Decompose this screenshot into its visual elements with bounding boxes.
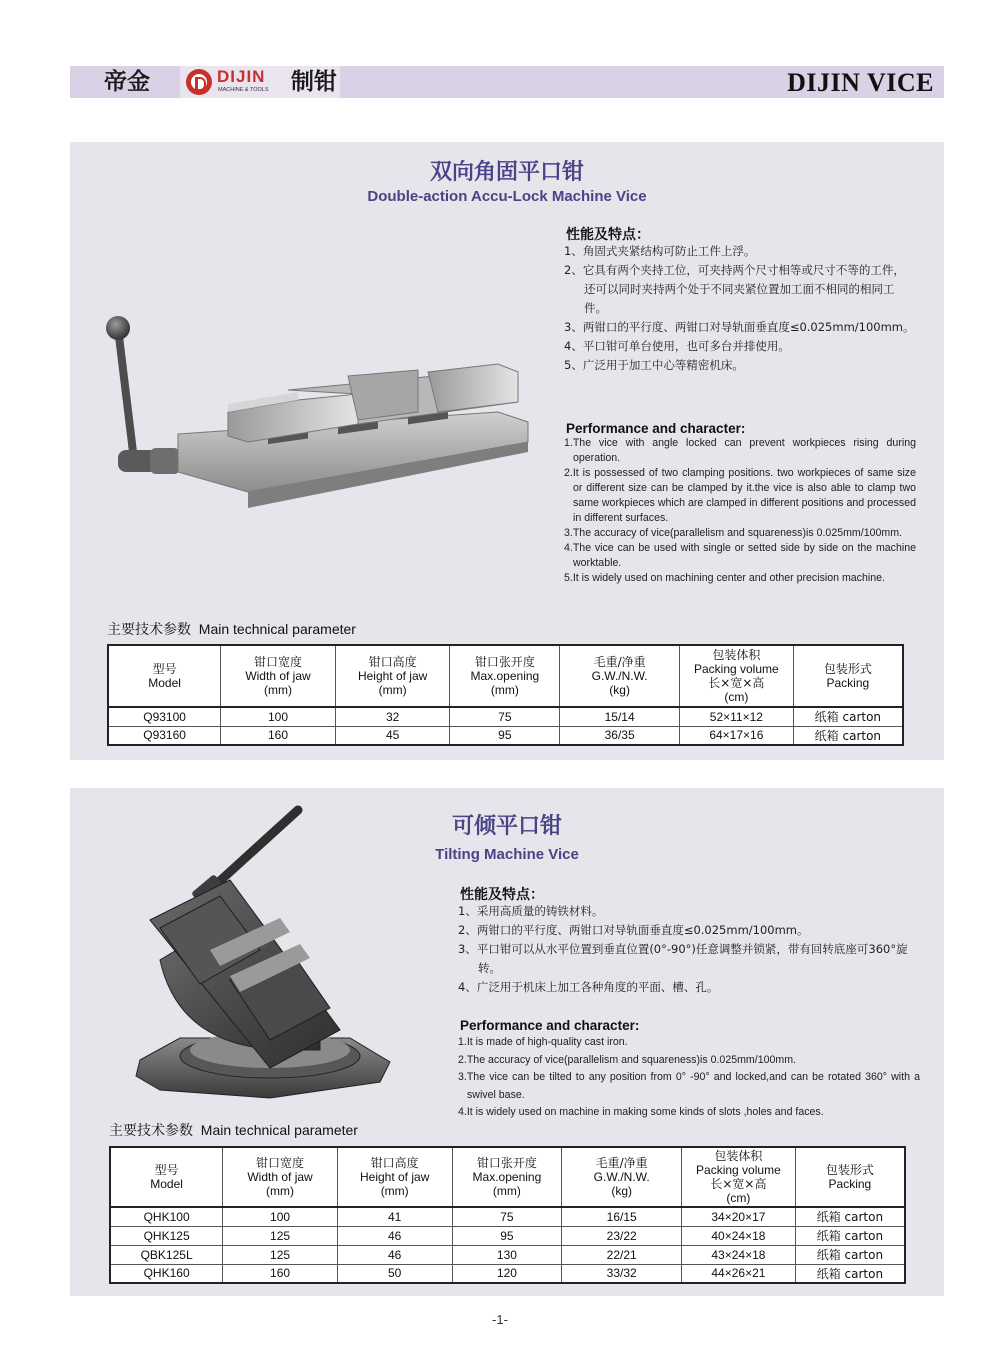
param-label [109,1120,358,1140]
cell-packing: 纸箱 carton [795,1207,905,1226]
param-label-en: Main technical parameter [200,1122,358,1138]
cell-height: 50 [337,1264,452,1283]
feature-cn-item: 3、平口钳可以从水平位置到垂直位置(0°-90°)任意调整并锁紧，带有回转底座可360°旋转。 [458,942,908,975]
col-header-weight: 毛重/净重 G.W./N.W. (kg) [560,645,680,707]
cell-width: 125 [223,1245,338,1264]
cell-model: QBK125L [110,1245,223,1264]
feature-en-item: 2.It is possessed of two clamping positions. two workpieces of same size or different size can be clamped by it.the vice is also able to clamp two same workpieces which are clamped in different positions and processed in different surfaces. [564,467,916,524]
cell-height: 32 [335,707,450,726]
cell-opening: 95 [450,726,560,745]
features-cn-heading: 性能及特点： [566,227,650,243]
product-title-en: Double-action Accu-Lock Machine Vice [367,188,647,205]
cell-width: 160 [223,1264,338,1283]
spec-table [109,1146,906,1284]
cell-model: Q93160 [108,726,221,745]
feature-en-item: 2.The accuracy of vice(parallelism and squareness)is 0.025mm/100mm. [458,1053,796,1066]
cell-opening: 95 [452,1226,562,1245]
feature-cn-item: 1、角固式夹紧结构可防止工件上浮。 [564,244,756,258]
features-cn-list [458,902,920,997]
param-label [107,619,356,639]
table-row [110,1226,905,1245]
col-header-volume: 包装体积 Packing volume 长×宽×高 (cm) [682,1147,796,1207]
cell-height: 46 [337,1226,452,1245]
col-header-height: 钳口高度 Height of jaw (mm) [335,645,450,707]
cell-weight: 36/35 [560,726,680,745]
feature-en-item: 5.It is widely used on machining center and other precision machine. [564,572,885,584]
feature-cn-item: 4、广泛用于机床上加工各种角度的平面、槽、孔。 [458,980,719,994]
feature-cn-item: 1、采用高质量的铸铁材料。 [458,904,604,918]
table-row [110,1245,905,1264]
table-row [108,707,903,726]
cell-width: 160 [221,726,336,745]
table-row [110,1207,905,1226]
product-title-cn: 双向角固平口钳 [429,160,584,185]
feature-en-item: 4.It is widely used on machine in making some kinds of slots ,holes and faces. [458,1106,824,1118]
features-en-list [458,1034,920,1122]
feature-cn-item: 3、两钳口的平行度、两钳口对导轨面垂直度≤0.025mm/100mm。 [564,320,915,334]
features-cn-list [564,242,916,375]
features-en-heading: Performance and character: [460,1018,640,1033]
double-action-vice-image [98,312,538,512]
cell-volume: 40×24×18 [682,1226,796,1245]
feature-cn-item: 2、它具有两个夹持工位，可夹持两个尺寸相等或尺寸不等的工件，还可以同时夹持两个处于不同夹紧位置加工面不相同的相同工件。 [564,263,905,315]
cell-weight: 22/21 [562,1245,682,1264]
feature-en-item: 4.The vice can be used with single or setted side by side on the machine worktable. [564,542,916,569]
cell-weight: 33/32 [562,1264,682,1283]
col-header-volume: 包装体积 Packing volume 长×宽×高 (cm) [679,645,793,707]
cell-model: QHK125 [110,1226,223,1245]
feature-cn-item: 2、两钳口的平行度、两钳口对导轨面垂直度≤0.025mm/100mm。 [458,923,809,937]
col-header-model: 型号 Model [110,1147,223,1207]
cell-model: Q93100 [108,707,221,726]
cell-packing: 纸箱 carton [793,726,903,745]
cell-packing: 纸箱 carton [795,1264,905,1283]
cell-weight: 15/14 [560,707,680,726]
col-header-width: 钳口宽度 Width of jaw (mm) [223,1147,338,1207]
logo-name: DIJIN [217,67,266,86]
col-header-height: 钳口高度 Height of jaw (mm) [337,1147,452,1207]
table-row [108,726,903,745]
cell-opening: 130 [452,1245,562,1264]
feature-en-item: 1.The vice with angle locked can prevent workpieces rising during operation. [564,437,916,464]
cell-packing: 纸箱 carton [795,1245,905,1264]
feature-cn-item: 4、平口钳可单台使用，也可多台并排使用。 [564,339,790,353]
cell-volume: 52×11×12 [679,707,793,726]
logo-subtitle: MACHINE & TOOLS [218,87,269,93]
cell-height: 41 [337,1207,452,1226]
col-header-weight: 毛重/净重 G.W./N.W. (kg) [562,1147,682,1207]
tilting-vice-image [120,800,400,1100]
col-header-packing: 包装形式 Packing [795,1147,905,1207]
cell-width: 125 [223,1226,338,1245]
cell-volume: 34×20×17 [682,1207,796,1226]
col-header-opening: 钳口张开度 Max.opening (mm) [450,645,560,707]
features-cn-heading: 性能及特点： [460,887,544,903]
feature-en-item: 3.The accuracy of vice(parallelism and squareness)is 0.025mm/100mm. [564,527,902,539]
param-label-cn: 主要技术参数 [109,1123,193,1139]
cell-width: 100 [223,1207,338,1226]
cell-volume: 44×26×21 [682,1264,796,1283]
cell-volume: 43×24×18 [682,1245,796,1264]
cell-weight: 23/22 [562,1226,682,1245]
param-label-en: Main technical parameter [198,621,356,637]
product-panel-1 [70,142,944,760]
page-number: -1- [492,1312,508,1327]
product-title-en: Tilting Machine Vice [435,846,579,863]
logo-icon [186,69,212,95]
feature-cn-item: 5、广泛用于加工中心等精密机床。 [564,358,744,372]
feature-en-item: 1.It is made of high-quality cast iron. [458,1036,628,1048]
spec-table [107,644,904,746]
cell-opening: 120 [452,1264,562,1283]
features-en-list [564,436,916,586]
cell-opening: 75 [450,707,560,726]
param-label-cn: 主要技术参数 [107,622,191,638]
feature-en-item: 3.The vice can be tilted to any position from 0° -90° and locked,and can be rotated 360° with a swivel base. [458,1071,920,1101]
category-cn: 制钳 [291,69,337,95]
cell-weight: 16/15 [562,1207,682,1226]
col-header-packing: 包装形式 Packing [793,645,903,707]
cell-packing: 纸箱 carton [793,707,903,726]
cell-height: 45 [335,726,450,745]
cell-volume: 64×17×16 [679,726,793,745]
features-en-heading: Performance and character: [566,421,746,436]
cell-opening: 75 [452,1207,562,1226]
col-header-model: 型号 Model [108,645,221,707]
col-header-opening: 钳口张开度 Max.opening (mm) [452,1147,562,1207]
table-row [110,1264,905,1283]
product-title-cn: 可倾平口钳 [451,814,562,839]
cell-model: QHK100 [110,1207,223,1226]
col-header-width: 钳口宽度 Width of jaw (mm) [221,645,336,707]
page-header [70,66,944,98]
header-title: DIJIN VICE [787,68,934,97]
cell-packing: 纸箱 carton [795,1226,905,1245]
cell-height: 46 [337,1245,452,1264]
product-panel-2 [70,788,944,1296]
cell-width: 100 [221,707,336,726]
cell-model: QHK160 [110,1264,223,1283]
brand-cn: 帝金 [104,69,150,95]
